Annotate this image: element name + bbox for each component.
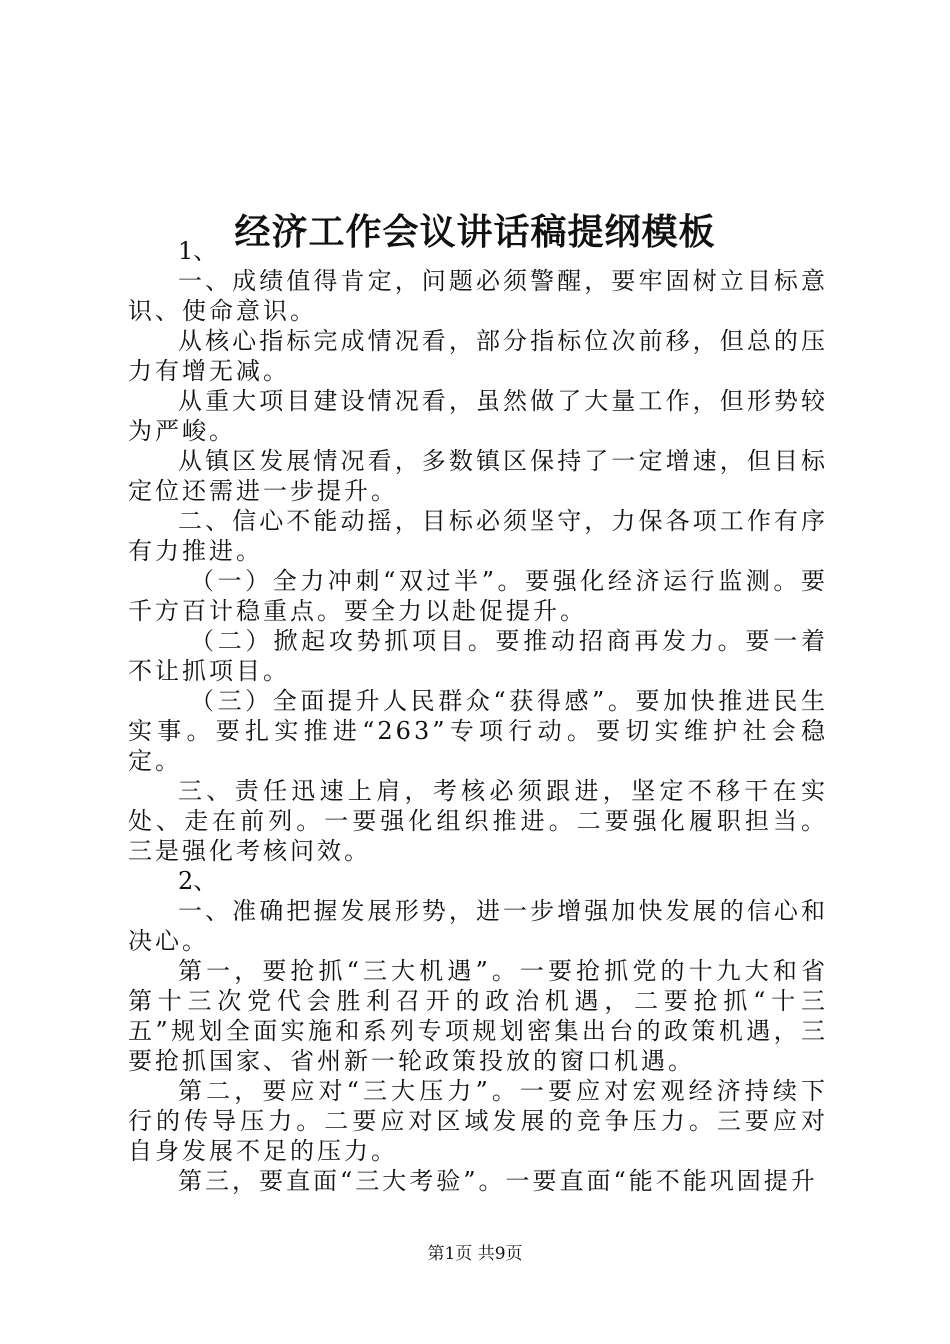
document-title: 经济工作会议讲话稿提纲模板 bbox=[234, 211, 716, 254]
paragraph: （三）全面提升人民群众“获得感”。要加快推进民生实事。要扎实推进“263”专项行动。要切实维护社会稳定。 bbox=[128, 687, 828, 775]
paragraph: 三、责任迅速上肩，考核必须跟进，坚定不移干在实处、走在前列。一要强化组织推进。二要强化履职担当。三是强化考核问效。 bbox=[128, 777, 828, 865]
paragraph: 第二，要应对“三大压力”。一要应对宏观经济持续下行的传导压力。二要应对区域发展的竞争压力。三要应对自身发展不足的压力。 bbox=[128, 1077, 828, 1165]
section-number: 1、 bbox=[178, 237, 218, 265]
paragraph: 第一，要抢抓“三大机遇”。一要抢抓党的十九大和省第十三次党代会胜利召开的政治机遇，二要抢抓“十三五”规划全面实施和系列专项规划密集出台的政策机遇，三要抢抓国家、省州新一轮政策投放的窗口机遇。 bbox=[128, 957, 828, 1075]
paragraph: 一、成绩值得肯定，问题必须警醒，要牢固树立目标意识、使命意识。 bbox=[128, 267, 828, 325]
document-body bbox=[128, 236, 828, 1196]
section-number: 2、 bbox=[178, 867, 218, 895]
paragraph: 从镇区发展情况看，多数镇区保持了一定增速，但目标定位还需进一步提升。 bbox=[128, 447, 828, 505]
paragraph: 一、准确把握发展形势，进一步增强加快发展的信心和决心。 bbox=[128, 897, 828, 955]
paragraph: 从核心指标完成情况看，部分指标位次前移，但总的压力有增无减。 bbox=[128, 327, 828, 385]
paragraph: （一）全力冲刺“双过半”。要强化经济运行监测。要千方百计稳重点。要全力以赴促提升。 bbox=[128, 567, 828, 625]
paragraph: （二）掀起攻势抓项目。要推动招商再发力。要一着不让抓项目。 bbox=[128, 627, 828, 685]
paragraph: 从重大项目建设情况看，虽然做了大量工作，但形势较为严峻。 bbox=[128, 387, 828, 445]
paragraph: 第三，要直面“三大考验”。一要直面“能不能巩固提升 bbox=[178, 1167, 818, 1195]
page-footer: 第1页 共9页 bbox=[427, 1244, 523, 1264]
paragraph: 二、信心不能动摇，目标必须坚守，力保各项工作有序有力推进。 bbox=[128, 507, 828, 565]
